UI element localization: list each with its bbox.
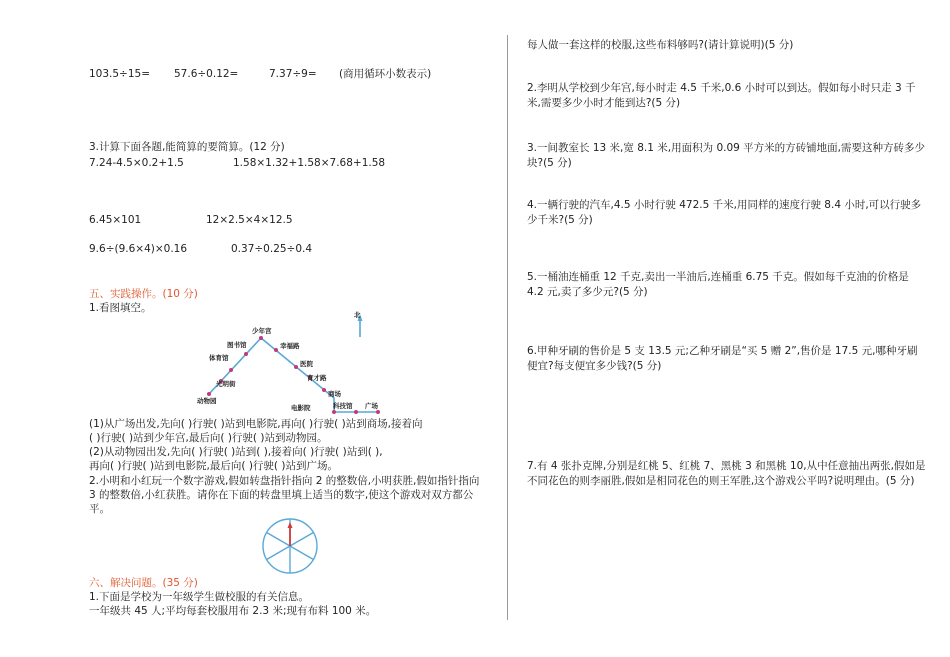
calc-problem-6: 0.37÷0.25÷0.4 <box>231 243 313 255</box>
map-label-guangming-st: 光明街 <box>216 380 236 388</box>
problem-2-line-2: 米,需要多少小时才能到达?(5 分) <box>527 97 681 109</box>
problem-5-line-1: 5.一桶油连桶重 12 千克,卖出一半油后,连桶重 6.75 千克。假如每千克油的价格是 <box>527 271 909 283</box>
map-north-label: 北 <box>354 311 361 319</box>
map-label-square: 广场 <box>365 402 378 410</box>
q2-line-3: 平。 <box>89 503 110 515</box>
calc-problem-3: 6.45×101 <box>89 214 142 226</box>
map-label-zoo: 动物园 <box>197 397 217 405</box>
problem-1-line-2: 一年级共 45 人;平均每套校服用布 2.3 米;现有布料 100 米。 <box>89 605 377 617</box>
calc-problem-1: 7.24-4.5×0.2+1.5 <box>89 157 184 169</box>
problem-4-line-2: 少千米?(5 分) <box>527 214 593 226</box>
q1-line-1: (1)从广场出发,先向( )行驶( )站到电影院,再向( )行驶( )站到商场,接着向 <box>89 418 423 430</box>
division-note: (商用循环小数表示) <box>339 68 432 80</box>
route-map <box>190 310 390 415</box>
calc-problem-2: 1.58×1.32+1.58×7.68+1.58 <box>233 157 386 169</box>
division-problem-1: 103.5÷15= <box>89 68 151 80</box>
problem-7-line-2: 不同花色的则李丽胜,假如是相同花色的则王军胜,这个游戏公平吗?说明理由。(5 分) <box>527 475 915 487</box>
division-problem-3: 7.37÷9= <box>269 68 317 80</box>
map-label-hospital: 医院 <box>300 360 313 368</box>
q1-line-4: 再向( )行驶( )站到电影院,最后向( )行驶( )站到广场。 <box>89 460 338 472</box>
spinner-wheel <box>260 516 320 576</box>
problem-3-line-1: 3.一间教室长 13 米,宽 8.1 米,用面积为 0.09 平方米的方砖铺地面,需要这种方砖多少 <box>527 142 925 154</box>
problem-5-line-2: 4.2 元,卖了多少元?(5 分) <box>527 286 648 298</box>
q2-line-1: 2.小明和小红玩一个数字游戏,假如转盘指针指向 2 的整数倍,小明获胜,假如指针指向 <box>89 475 480 487</box>
problem-4-line-1: 4.一辆行驶的汽车,4.5 小时行驶 472.5 千米,用同样的速度行驶 8.4 小时,可以行驶多 <box>527 199 922 211</box>
section-5-title: 五、实践操作。(10 分) <box>89 288 198 300</box>
problem-7-line-1: 7.有 4 张扑克牌,分别是红桃 5、红桃 7、黑桃 3 和黑桃 10,从中任意抽出两张,假如是 <box>527 460 926 472</box>
problem-6-line-2: 便宜?每支便宜多少钱?(5 分) <box>527 360 662 372</box>
problem-1-line-1: 1.下面是学校为一年级学生做校服的有关信息。 <box>89 591 310 603</box>
q1-line-3: (2)从动物园出发,先向( )行驶( )站到( ),接着向( )行驶( )站到( ), <box>89 446 383 458</box>
q2-line-2: 3 的整数倍,小红获胜。请你在下面的转盘里填上适当的数字,使这个游戏对双方都公 <box>89 489 474 501</box>
map-label-library: 图书馆 <box>227 341 247 349</box>
problem-1-continued: 每人做一套这样的校服,这些布料够吗?(请计算说明)(5 分) <box>527 39 794 51</box>
division-problem-2: 57.6÷0.12= <box>174 68 239 80</box>
question-3-title: 3.计算下面各题,能简算的要简算。(12 分) <box>89 141 285 153</box>
map-label-yucai-road: 育才路 <box>307 374 327 382</box>
problem-3-line-2: 块?(5 分) <box>527 157 572 169</box>
map-label-youth-palace: 少年宫 <box>252 327 272 335</box>
q1-line-2: ( )行驶( )站到少年宫,最后向( )行驶( )站到动物园。 <box>89 432 328 444</box>
problem-2-line-1: 2.李明从学校到少年宫,每小时走 4.5 千米,0.6 小时可以到达。假如每小时只走 3 千 <box>527 82 916 94</box>
calc-problem-5: 9.6÷(9.6×4)×0.16 <box>89 243 188 255</box>
question-1-title: 1.看图填空。 <box>89 302 152 314</box>
map-label-happy-road: 幸福路 <box>280 342 300 350</box>
section-6-title: 六、解决问题。(35 分) <box>89 577 198 589</box>
column-divider <box>507 35 508 620</box>
calc-problem-4: 12×2.5×4×12.5 <box>206 214 293 226</box>
map-label-mall: 商场 <box>328 390 341 398</box>
map-label-sci-museum: 科技馆 <box>333 402 353 410</box>
map-label-cinema: 电影院 <box>291 404 311 412</box>
map-label-gym: 体育馆 <box>209 354 229 362</box>
problem-6-line-1: 6.甲种牙刷的售价是 5 支 13.5 元;乙种牙刷是“买 5 赠 2”,售价是 17.5 元,哪种牙刷 <box>527 345 918 357</box>
